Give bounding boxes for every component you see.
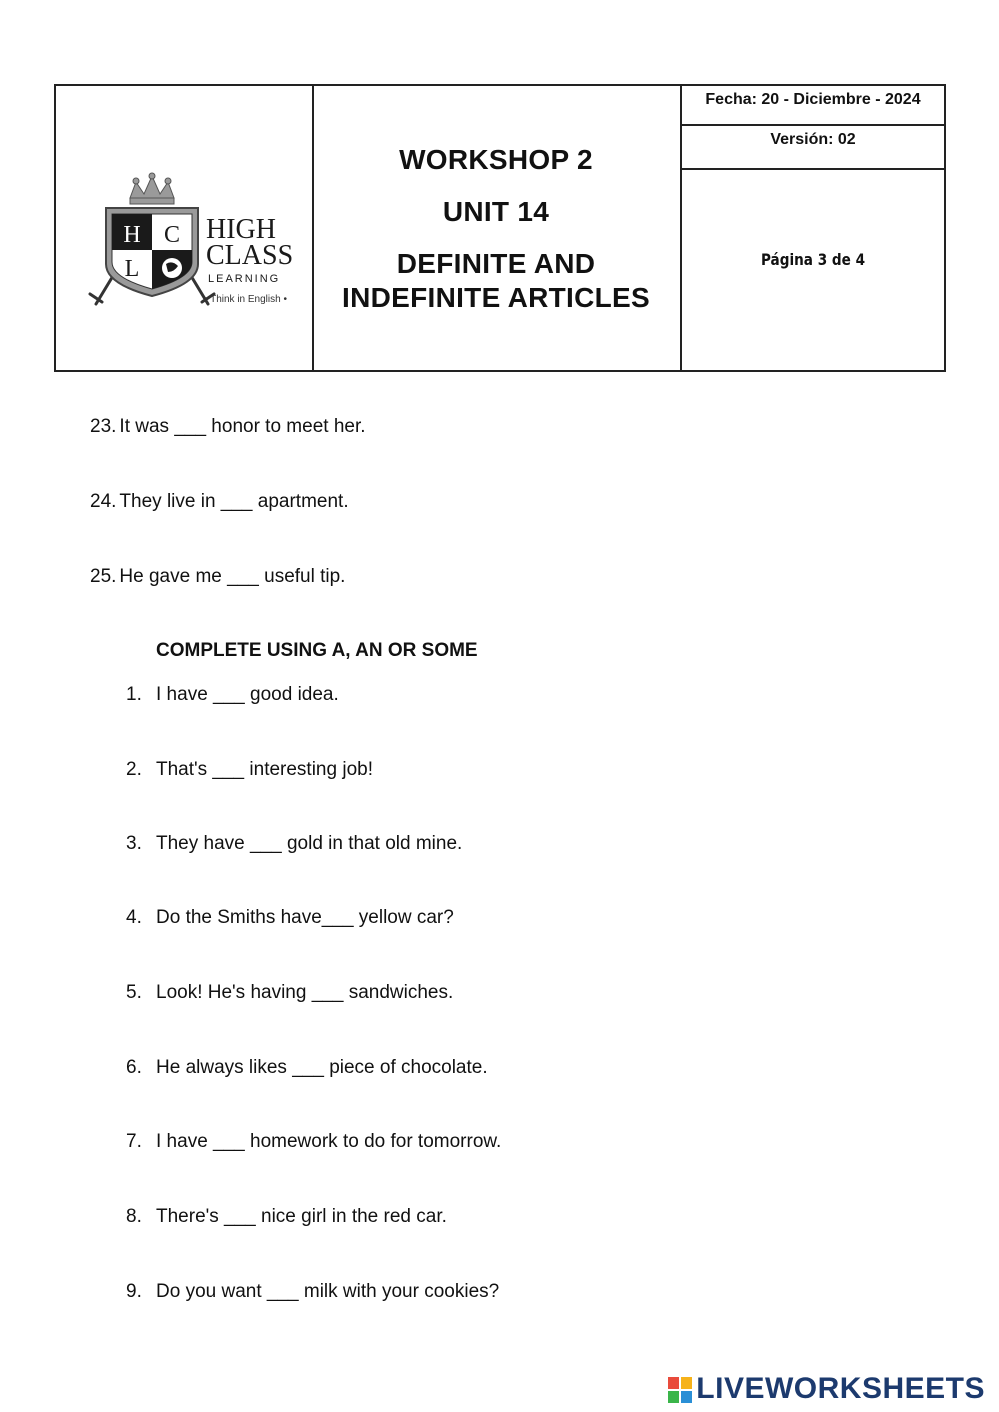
question-number: 8.	[126, 1206, 142, 1227]
question-number: 24.	[90, 491, 117, 512]
question-number: 1.	[126, 684, 142, 705]
logo-brand-line3: LEARNING	[208, 273, 281, 285]
question-text: I have ___ homework to do for tomorrow.	[156, 1131, 502, 1152]
question-text: It was ___ honor to meet her.	[119, 416, 366, 437]
question-number: 5.	[126, 982, 142, 1003]
question-item	[90, 566, 345, 588]
question-item	[126, 833, 462, 855]
workshop-title: WORKSHOP 2	[399, 144, 593, 175]
question-text: Do the Smiths have___ yellow car?	[156, 907, 454, 928]
title-cell	[314, 86, 682, 370]
liveworksheets-brand[interactable]	[668, 1372, 985, 1406]
question-text: They live in ___ apartment.	[119, 491, 349, 512]
question-item	[126, 1131, 501, 1153]
question-text: That's ___ interesting job!	[156, 759, 373, 780]
logo-letter-h: H	[123, 222, 141, 248]
topic-title-line2: INDEFINITE ARTICLES	[342, 282, 650, 313]
header-table	[54, 84, 946, 372]
liveworksheets-brand-text: LIVEWORKSHEETS	[696, 1372, 985, 1405]
question-number: 9.	[126, 1281, 142, 1302]
logo-brand-line2: CLASS	[206, 240, 294, 271]
question-text: He always likes ___ piece of chocolate.	[156, 1057, 488, 1078]
question-number: 23.	[90, 416, 117, 437]
question-item	[90, 416, 366, 438]
question-number: 2.	[126, 759, 142, 780]
high-class-learning-logo	[88, 172, 294, 312]
question-item	[126, 759, 373, 781]
section-title: COMPLETE USING A, AN OR SOME	[156, 640, 478, 661]
logo-cell	[56, 86, 314, 370]
version-field: Versión: 02	[682, 126, 944, 170]
question-text: There's ___ nice girl in the red car.	[156, 1206, 447, 1227]
date-field: Fecha: 20 - Diciembre - 2024	[682, 86, 944, 126]
liveworksheets-logo-icon	[668, 1377, 692, 1403]
question-text: He gave me ___ useful tip.	[119, 566, 346, 587]
logo-tagline: • Think in English •	[204, 294, 287, 305]
logo-letter-l: L	[124, 256, 140, 282]
question-item	[90, 491, 349, 513]
meta-cell	[682, 86, 944, 370]
question-item	[126, 684, 339, 706]
question-number: 4.	[126, 907, 142, 928]
question-text: I have ___ good idea.	[156, 684, 339, 705]
logo-brand-line1: HIGH	[206, 214, 276, 245]
question-text: Look! He's having ___ sandwiches.	[156, 982, 454, 1003]
question-number: 25.	[90, 566, 117, 587]
question-text: They have ___ gold in that old mine.	[156, 833, 463, 854]
question-number: 6.	[126, 1057, 142, 1078]
question-text: Do you want ___ milk with your cookies?	[156, 1281, 500, 1302]
question-item	[126, 1057, 488, 1079]
question-item	[126, 1281, 499, 1303]
logo-letter-c: C	[163, 222, 181, 248]
question-item	[126, 982, 453, 1004]
page-number: Página 3 de 4	[760, 250, 866, 269]
unit-title: UNIT 14	[442, 196, 550, 227]
question-item	[126, 1206, 447, 1228]
question-number: 3.	[126, 833, 142, 854]
question-number: 7.	[126, 1131, 142, 1152]
topic-title-line1: DEFINITE AND	[396, 248, 596, 279]
question-item	[126, 907, 454, 929]
